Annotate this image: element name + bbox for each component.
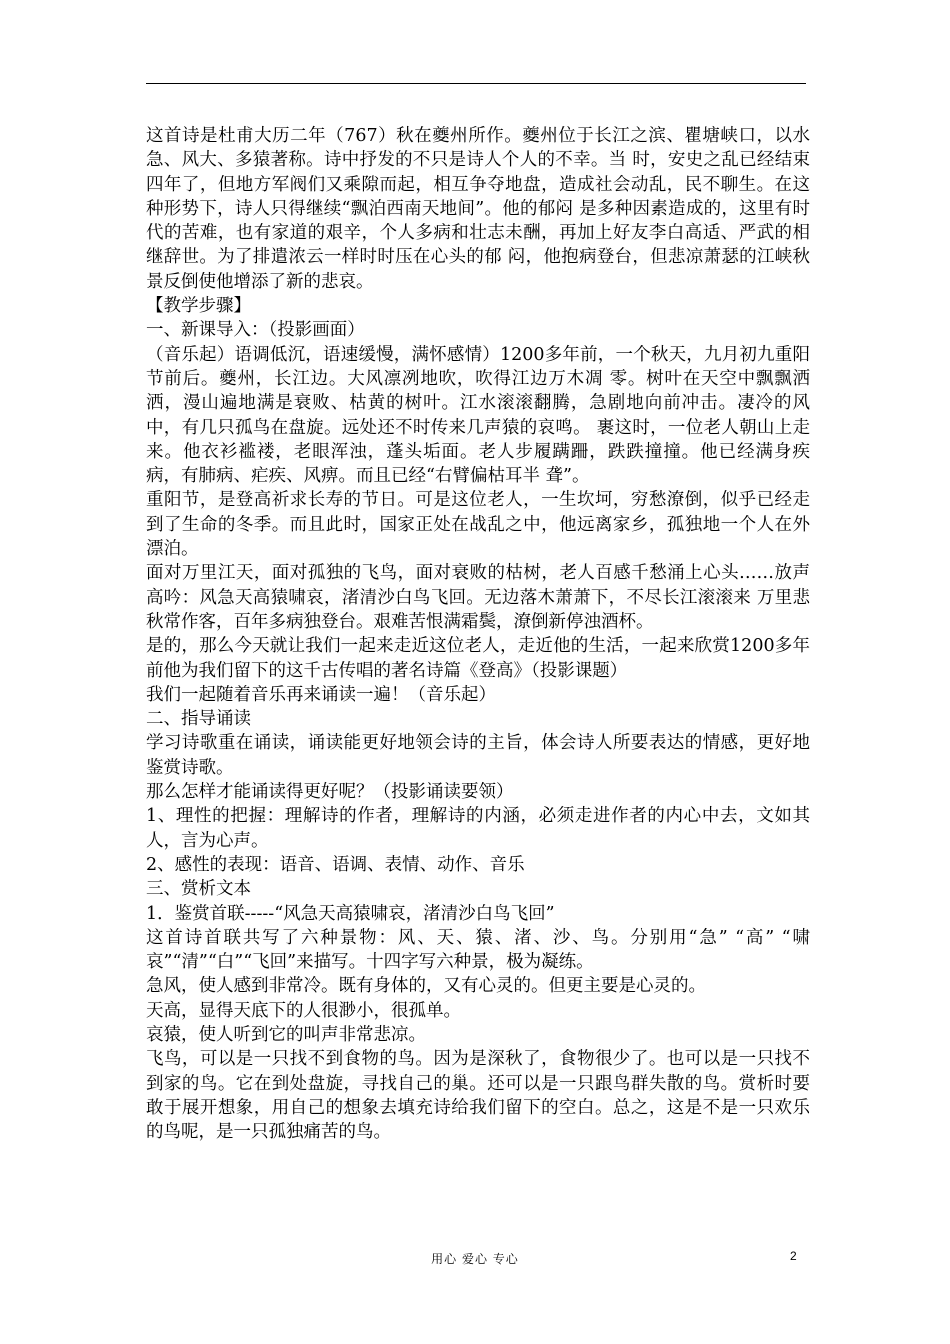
paragraph-six-scenes: 这首诗首联共写了六种景物：风、天、猿、渚、沙、鸟。分别用“急” “高” “啸哀”“清”“白”“飞回”来描写。十四字写六种景，极为凝练。 (146, 927, 810, 973)
paragraph-background: 这首诗是杜甫大历二年（767）秋在夔州所作。夔州位于长江之滨、瞿塘峡口，以水急、风大、多猿著称。诗中抒发的不只是诗人个人的不幸。当 时，安史之乱已经结束四年了，但地方军阀们又乘隙而起，相互争夺地盘，造成社会动乱，民不聊生。在这种形势下，诗人只得继续“飘泊西南天地间”。他的郁闷 是多种因素造成的，这里有时代的苦难，也有家道的艰辛，个人多病和壮志未酬，再加上好友李白高适、严武的相继辞世。为了排遣浓云一样时时压在心头的郁 闷，他抱病登台，但悲凉萧瑟的江峡秋景反倒使他增添了新的悲哀。 (146, 126, 810, 292)
paragraph-intro-scene: （音乐起）语调低沉，语速缓慢，满怀感情）1200多年前，一个秋天，九月初九重阳节前后。夔州，长江边。大风凛冽地吹，吹得江边万木凋 零。树叶在天空中飘飘洒洒，漫山遍地满是衰败、枯黄的树叶。江水滚滚翻腾，急剧地向前冲击。凄冷的风中，有几只孤鸟在盘旋。远处还不时传来几声猿的哀鸣。 裹这时，一位老人朝山上走来。他衣衫褴褛，老眼浑浊，蓬头垢面。老人步履蹒跚，跌跌撞撞。他已经满身疾病，有肺病、疟疾、风痹。而且已经“右臂偏枯耳半 聋”。 (146, 344, 810, 487)
section-heading-analysis: 三、赏析文本 (146, 879, 251, 900)
paragraph-bird: 飞鸟，可以是一只找不到食物的鸟。因为是深秋了，食物很少了。也可以是一只找不到家的鸟。它在到处盘旋，寻找自己的巢。还可以是一只跟鸟群失散的鸟。赏析时要敢于展开想象，用自己的想象去填充诗给我们留下的空白。总之，这是不是一只欢乐的鸟呢，是一只孤独痛苦的鸟。 (146, 1049, 810, 1143)
page-number: 2 (790, 1249, 797, 1263)
footer-motto: 用心 爱心 专心 (431, 1252, 519, 1266)
paragraph-wind: 急风，使人感到非常冷。既有身体的，又有心灵的。但更主要是心灵的。 (146, 976, 706, 997)
header-rule (146, 83, 806, 84)
paragraph-read-together: 我们一起随着音乐再来诵读一遍！（音乐起） (146, 684, 496, 705)
body-text (146, 124, 810, 1144)
paragraph-poem-recital: 面对万里江天，面对孤独的飞鸟，面对衰败的枯树，老人百感千愁涌上心头……放声高吟：风急天高猿啸哀，渚清沙白鸟飞回。无边落木萧萧下，不尽长江滚滚来 万里悲秋常作客，百年多病独登台。艰难苦恨满霜鬓，潦倒新停浊酒杯。 (146, 563, 810, 632)
paragraph-ape: 哀猿，使人听到它的叫声非常悲凉。 (146, 1024, 426, 1045)
paragraph-double-ninth: 重阳节，是登高祈求长寿的节日。可是这位老人，一生坎坷，穷愁潦倒，似乎已经走到了生命的冬季。而且此时，国家正处在战乱之中，他远离家乡，孤独地一个人在外漂泊。 (146, 490, 810, 560)
paragraph-first-couplet-heading: 1．鉴赏首联-----“风急天高猿啸哀，渚清沙白鸟飞回” (146, 903, 555, 924)
paragraph-reading-point-1: 1、理性的把握：理解诗的作者，理解诗的内涵，必须走进作者的内心中去，文如其人，言为心声。 (146, 806, 810, 851)
paragraph-lesson-title: 是的，那么今天就让我们一起来走近这位老人，走近他的生活，一起来欣赏1200多年前他为我们留下的这千古传唱的著名诗篇《登高》（投影课题） (146, 636, 810, 681)
paragraph-reading-purpose: 学习诗歌重在诵读，诵读能更好地领会诗的主旨，体会诗人所要表达的情感，更好地鉴赏诗歌。 (146, 733, 810, 778)
paragraph-reading-question: 那么怎样才能诵读得更好呢？（投影诵读要领） (146, 782, 514, 803)
paragraph-sky: 天高，显得天底下的人很渺小，很孤单。 (146, 1000, 461, 1021)
paragraph-reading-point-2: 2、感性的表现：语音、语调、表情、动作、音乐 (146, 854, 525, 875)
section-heading-intro: 一、新课导入：（投影画面） (146, 320, 365, 341)
section-heading-reading: 二、指导诵读 (146, 709, 251, 730)
section-heading-steps: 【教学步骤】 (146, 296, 251, 317)
